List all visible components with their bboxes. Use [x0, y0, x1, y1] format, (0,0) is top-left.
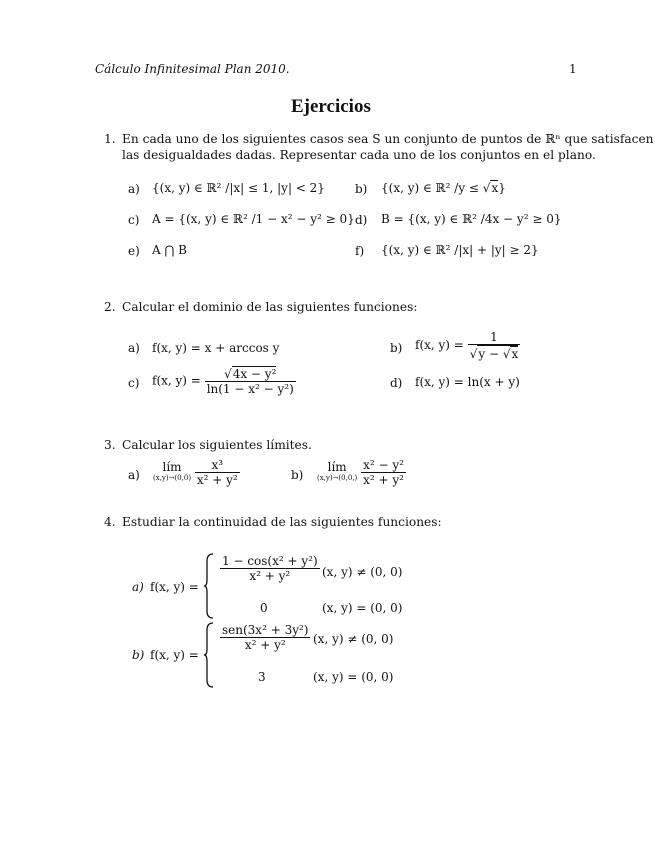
exercise-1-text-line1: En cada uno de los siguientes casos sea S un conjunto de puntos de ℝⁿ que satisfacen: [122, 132, 654, 146]
ex2-a-expression: f(x, y) = x + arccos y: [152, 341, 280, 355]
ex2-c-label: c): [128, 376, 140, 390]
page-title: Ejercicios: [291, 96, 371, 117]
ex4-b-numerator: sen(3x² + 3y²): [222, 623, 309, 637]
ex1-e-expression: A ⋂ B: [152, 243, 187, 257]
ex2-c-denominator: ln(1 − x² − y²): [206, 382, 294, 396]
ex4-b-denominator: x² + y²: [220, 637, 310, 652]
ex4-a-label: a): [132, 580, 144, 594]
ex1-b-expression-pre: {(x, y) ∈ ℝ² /y ≤: [381, 181, 483, 195]
ex1-b-radicand: x: [491, 181, 499, 195]
ex3-a-label: a): [128, 468, 140, 482]
ex3-b-lim-subscript: (x,y)→(0,0,): [317, 473, 358, 482]
ex2-b-numerator: 1: [490, 330, 498, 344]
ex3-b-label: b): [291, 468, 304, 482]
ex1-d-label: d): [355, 213, 368, 227]
exercise-2-text: Calcular el dominio de las siguientes funciones:: [122, 300, 418, 314]
ex3-b-limit: [317, 459, 358, 484]
ex3-a-fraction: [195, 458, 240, 487]
ex1-b-expression: {(x, y) ∈ ℝ² /y ≤ √x}: [381, 181, 506, 195]
exercise-4-text: Estudiar la continuidad de las siguientes funciones:: [122, 515, 442, 529]
ex2-b-lhs: f(x, y) =: [415, 338, 464, 352]
ex2-d-label: d): [390, 376, 403, 390]
ex3-a-numerator: x³: [211, 458, 224, 472]
ex3-a-lim-subscript: (x,y)→(0,0): [153, 473, 192, 482]
ex2-d-expression: f(x, y) = ln(x + y): [415, 375, 520, 389]
ex1-f-expression: {(x, y) ∈ ℝ² /|x| + |y| ≥ 2}: [381, 243, 539, 257]
ex3-a-expression: [153, 458, 240, 487]
exercise-3-number: 3.: [104, 438, 116, 452]
ex4-a-lhs: f(x, y) =: [150, 580, 199, 594]
ex4-a-case1-value: [220, 554, 320, 583]
ex3-a-lim-word: lím: [162, 459, 182, 474]
ex4-b-lhs: f(x, y) =: [150, 648, 199, 662]
exercise-1-number: 1.: [104, 132, 116, 146]
ex3-a-limit: [153, 459, 192, 484]
ex4-b-case2-condition: (x, y) = (0, 0): [313, 670, 394, 684]
ex3-b-denominator: x² + y²: [363, 473, 404, 487]
ex2-b-denominator: √y − √x: [468, 344, 521, 361]
ex2-c-fraction: [205, 366, 296, 396]
ex4-b-case2-value: 3: [258, 670, 266, 684]
ex3-b-numerator: x² − y²: [363, 458, 404, 472]
ex2-c-expression: [152, 366, 296, 396]
ex1-b-expression-post: }: [498, 181, 506, 195]
ex4-b-case1-value: [220, 623, 310, 652]
ex1-c-label: c): [128, 213, 140, 227]
ex4-a-brace: [203, 553, 215, 619]
ex4-a-fraction: [220, 554, 320, 583]
ex4-b-brace: [203, 622, 215, 688]
ex2-b-fraction: [468, 330, 521, 361]
ex1-a-label: a): [128, 182, 140, 196]
ex4-a-case2-condition: (x, y) = (0, 0): [322, 601, 403, 615]
ex2-b-den-radicand: x: [511, 347, 519, 361]
ex4-b-label: b): [132, 648, 145, 662]
ex1-f-label: f): [355, 244, 365, 258]
ex4-a-case1-condition: (x, y) ≠ (0, 0): [322, 565, 403, 579]
ex1-a-expression: {(x, y) ∈ ℝ² /|x| ≤ 1, |y| < 2}: [152, 181, 325, 195]
page-number: 1: [569, 62, 577, 76]
ex3-b-expression: [317, 458, 406, 487]
ex2-c-numerator: √4x − y²: [224, 367, 277, 381]
exercise-4-number: 4.: [104, 515, 116, 529]
ex2-a-label: a): [128, 341, 140, 355]
ex3-a-denominator: x² + y²: [196, 473, 238, 487]
running-header: Cálculo Infinitesimal Plan 2010.: [95, 62, 290, 76]
ex2-b-expression: [415, 330, 520, 361]
exercise-2-number: 2.: [104, 300, 116, 314]
ex4-a-denominator: x² + y²: [220, 568, 320, 583]
ex4-b-fraction: [220, 623, 310, 652]
ex4-a-case2-value: 0: [260, 601, 268, 615]
ex2-c-lhs: f(x, y) =: [152, 373, 201, 388]
ex3-b-lim-word: lím: [327, 459, 347, 474]
ex1-e-label: e): [128, 244, 140, 258]
ex3-b-fraction: [361, 458, 406, 487]
ex1-d-expression: B = {(x, y) ∈ ℝ² /4x − y² ≥ 0}: [381, 212, 562, 226]
ex2-b-den-part: y −: [478, 347, 503, 361]
ex4-b-case1-condition: (x, y) ≠ (0, 0): [313, 632, 394, 646]
ex4-a-numerator: 1 − cos(x² + y²): [222, 554, 318, 568]
ex2-c-num-radicand: 4x − y²: [232, 367, 277, 381]
ex1-c-expression: A = {(x, y) ∈ ℝ² /1 − x² − y² ≥ 0}: [152, 212, 355, 226]
exercise-1-text-line2: las desigualdades dadas. Representar cada uno de los conjuntos en el plano.: [122, 148, 596, 162]
ex2-b-label: b): [390, 341, 403, 355]
exercise-3-text: Calcular los siguientes límites.: [122, 438, 312, 452]
ex1-b-label: b): [355, 182, 368, 196]
